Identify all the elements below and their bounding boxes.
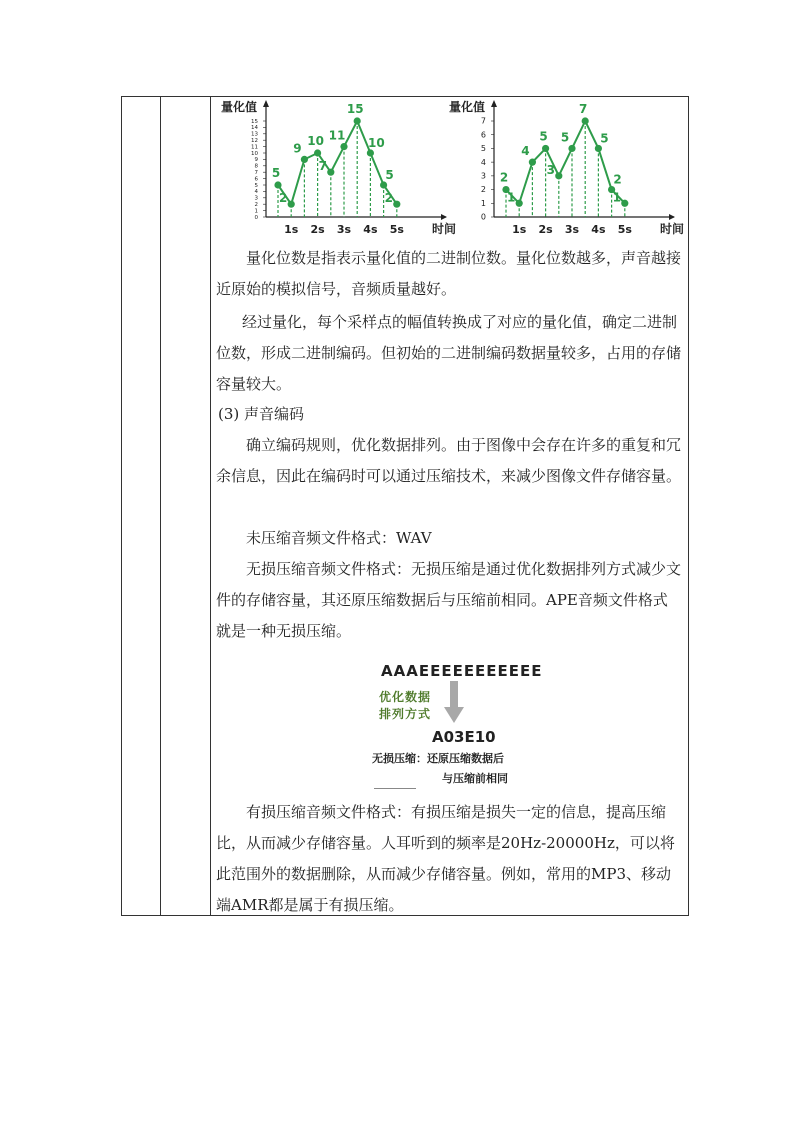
y-axis-arrow-icon (491, 100, 497, 107)
diagram-underline (374, 788, 416, 789)
data-label: 3 (546, 162, 555, 177)
data-point (516, 200, 523, 207)
data-point (568, 145, 575, 152)
data-label: 5 (539, 129, 548, 144)
paragraph-quant-bits: 量化位数是指表示量化值的二进制位数。量化位数越多，声音越接近原始的模拟信号，音频质量越好。 (216, 249, 682, 298)
y-axis-arrow-icon (263, 100, 269, 107)
data-label: 11 (328, 128, 346, 143)
data-point (367, 149, 374, 156)
y-tick-label: 0 (480, 212, 486, 222)
x-tick-label: 2s (310, 223, 325, 236)
y-tick-label: 2 (254, 202, 258, 209)
section-heading: (3) 声音编码 (218, 405, 305, 423)
x-tick-label: 4s (591, 223, 606, 236)
data-label: 15 (346, 102, 364, 116)
data-label: 10 (307, 134, 324, 148)
diagram-note-1: 无损压缩：还原压缩数据后 (372, 752, 504, 765)
data-point (327, 169, 334, 176)
chart-8-levels (449, 99, 684, 236)
data-label: 5 (271, 166, 281, 180)
paragraph-encoding-rules: 确立编码规则，优化数据排列。由于图像中会存在许多的重复和冗余信息，因此在编码时可以通过压缩技术，来减少图像文件存储容量。 (216, 436, 682, 485)
x-axis-label: 时间 (660, 222, 685, 236)
y-tick-label: 7 (254, 170, 258, 177)
data-point (354, 117, 361, 124)
data-label: 5 (560, 130, 570, 145)
data-label: 4 (521, 144, 530, 159)
x-tick-label: 3s (564, 223, 580, 236)
data-label: 5 (600, 131, 609, 146)
data-point (301, 156, 308, 163)
diagram-bottom-text: A03E10 (432, 728, 496, 746)
content-cell (216, 97, 686, 917)
data-point (542, 145, 549, 152)
diagram-note-2: 与压缩前相同 (442, 772, 508, 785)
y-tick-label: 4 (254, 189, 258, 196)
x-tick-label: 1s (512, 223, 527, 236)
y-tick-label: 1 (254, 208, 258, 215)
compression-diagram (366, 657, 606, 792)
data-label: 2 (279, 191, 288, 206)
x-tick-label: 1s (284, 223, 299, 236)
data-label: 1 (507, 190, 516, 205)
y-tick-label: 14 (251, 125, 258, 132)
down-arrow-icon (444, 681, 464, 725)
paragraph-lossless: 无损压缩音频文件格式：无损压缩是通过优化数据排列方式减少文件的存储容量，其还原压缩数据后与压缩前相同。APE音频文件格式就是一种无损压缩。 (216, 560, 682, 640)
data-label: 7 (579, 102, 588, 116)
data-point (393, 201, 400, 208)
y-tick-label: 5 (480, 144, 486, 154)
y-tick-label: 2 (480, 185, 486, 195)
x-tick-label: 5s (617, 223, 632, 236)
data-point (529, 159, 536, 166)
paragraph-wav: 未压缩音频文件格式：WAV (246, 529, 432, 547)
y-tick-label: 9 (254, 157, 258, 164)
y-tick-label: 3 (480, 171, 486, 181)
data-label: 1 (612, 190, 621, 205)
data-point (288, 201, 295, 208)
y-tick-label: 13 (251, 131, 258, 138)
y-tick-label: 11 (251, 144, 258, 151)
x-tick-label: 2s (538, 223, 553, 236)
y-tick-label: 4 (480, 157, 486, 167)
data-point (621, 200, 628, 207)
y-tick-label: 12 (251, 138, 258, 145)
data-label: 9 (293, 141, 302, 156)
y-tick-label: 10 (251, 150, 258, 157)
x-axis-arrow-icon (669, 214, 675, 220)
data-label: 10 (368, 136, 385, 150)
y-tick-label: 5 (254, 182, 258, 189)
y-tick-label: 3 (254, 195, 258, 202)
y-axis-label: 量化值 (221, 100, 258, 114)
y-axis-label: 量化值 (449, 100, 486, 114)
data-point (582, 117, 589, 124)
data-label: 2 (613, 172, 622, 187)
quantization-charts (216, 97, 686, 239)
y-tick-label: 7 (480, 116, 486, 126)
data-point (555, 172, 562, 179)
paragraph-lossy: 有损压缩音频文件格式：有损压缩是损失一定的信息，提高压缩比，从而减少存储容量。人耳听到的频率是20Hz-20000Hz，可以将此范围外的数据删除，从而减少存储容量。例如，常用的MP3、移动端AMR都是属于有损压缩。 (216, 803, 675, 914)
y-tick-label: 6 (254, 176, 258, 183)
diagram-side-label-1: 优化数据 (379, 690, 432, 704)
x-axis-label: 时间 (432, 222, 457, 236)
y-tick-label: 6 (480, 130, 486, 140)
data-point (340, 143, 347, 150)
table-column-divider (160, 97, 161, 915)
data-point (274, 181, 281, 188)
data-label: 7 (318, 159, 327, 174)
y-tick-label: 15 (251, 118, 258, 125)
data-point (380, 181, 387, 188)
lesson-table (121, 96, 689, 916)
data-point (314, 149, 321, 156)
y-tick-label: 0 (254, 214, 258, 221)
y-tick-label: 8 (254, 163, 258, 170)
data-label: 5 (385, 168, 394, 182)
data-label: 2 (499, 170, 509, 185)
x-axis-arrow-icon (441, 214, 447, 220)
paragraph-binary-encoding: 经过量化，每个采样点的幅值转换成了对应的量化值，确定二进制位数，形成二进制编码。但初始的二进制编码数据量较多，占用的存储容量较大。 (216, 313, 682, 393)
x-tick-label: 5s (389, 223, 404, 236)
y-tick-label: 1 (480, 198, 486, 208)
table-column-divider (210, 97, 211, 915)
chart-16-levels (221, 99, 456, 236)
x-tick-label: 4s (363, 223, 378, 236)
x-tick-label: 3s (336, 223, 352, 236)
diagram-top-text: AAAEEEEEEEEEEE (381, 662, 543, 680)
diagram-side-label-2: 排列方式 (379, 707, 432, 721)
data-point (595, 145, 602, 152)
data-label: 2 (384, 191, 393, 206)
